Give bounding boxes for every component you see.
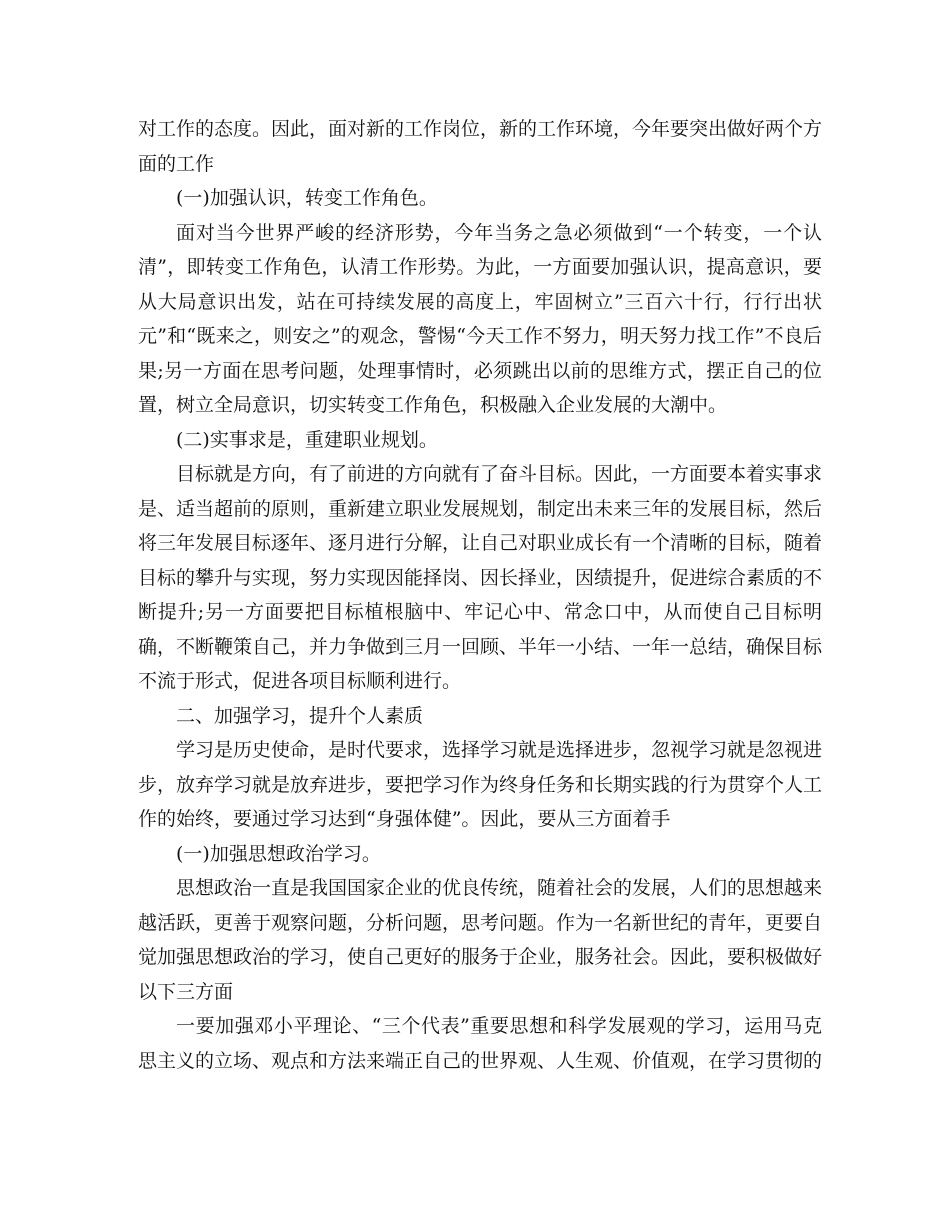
document-body <box>138 112 822 1078</box>
paragraph-role-change: 面对当今世界严峻的经济形势，今年当务之急必须做到“一个转变，一个认清”，即转变工作角色，认清工作形势。为此，一方面要加强认识，提高意识，要从大局意识出发，站在可持续发展的高度上，牢固树立”三百六十行，行行出状元”和“既来之，则安之”的观念，警惕“今天工作不努力，明天努力找工作”不良后果;另一方面在思考问题，处理事情时，必须跳出以前的思维方式，摆正自己的位置，树立全局意识，切实转变工作角色，积极融入企业发展的大潮中。 <box>138 221 822 416</box>
paragraph-learning-mission: 学习是历史使命，是时代要求，选择学习就是选择进步，忽视学习就是忽视进步，放弃学习就是放弃进步，要把学习作为终身任务和长期实践的行为贯穿个人工作的始终，要通过学习达到“身强体健”。因此，要从三方面着手 <box>138 739 823 830</box>
heading-career-planning: (二)实事求是，重建职业规划。 <box>176 428 438 451</box>
paragraph-intro: 对工作的态度。因此，面对新的工作岗位，新的工作环境，今年要突出做好两个方面的工作 <box>138 118 823 175</box>
paragraph-theory-study: 一要加强邓小平理论、“三个代表”重要思想和科学发展观的学习，运用马克思主义的立场、观点和方法来端正自己的世界观、人生观、价值观，在学习贯彻的 <box>138 1015 823 1072</box>
paragraph-political-study: 思想政治一直是我国国家企业的优良传统，随着社会的发展，人们的思想越来越活跃，更善于观察问题，分析问题，思考问题。作为一名新世纪的青年，更要自觉加强思想政治的学习，使自己更好的服务于企业，服务社会。因此，要积极做好以下三方面 <box>138 877 823 1003</box>
paragraph-career-goals: 目标就是方向，有了前进的方向就有了奋斗目标。因此，一方面要本着实事求是、适当超前的原则，重新建立职业发展规划，制定出未来三年的发展目标，然后将三年发展目标逐年、逐月进行分解，让自己对职业成长有一个清晰的目标，随着目标的攀升与实现，努力实现因能择岗、因长择业，因绩提升，促进综合素质的不断提升;另一方面要把目标植根脑中、牢记心中、常念口中，从而使自己目标明确，不断鞭策自己，并力争做到三月一回顾、半年一小结、一年一总结，确保目标不流于形式，促进各项目标顺利进行。 <box>138 463 823 692</box>
heading-strengthen-awareness: (一)加强认识，转变工作角色。 <box>176 187 438 209</box>
heading-political-study: (一)加强思想政治学习。 <box>176 842 381 865</box>
heading-learning-section: 二、加强学习，提升个人素质 <box>176 704 424 727</box>
